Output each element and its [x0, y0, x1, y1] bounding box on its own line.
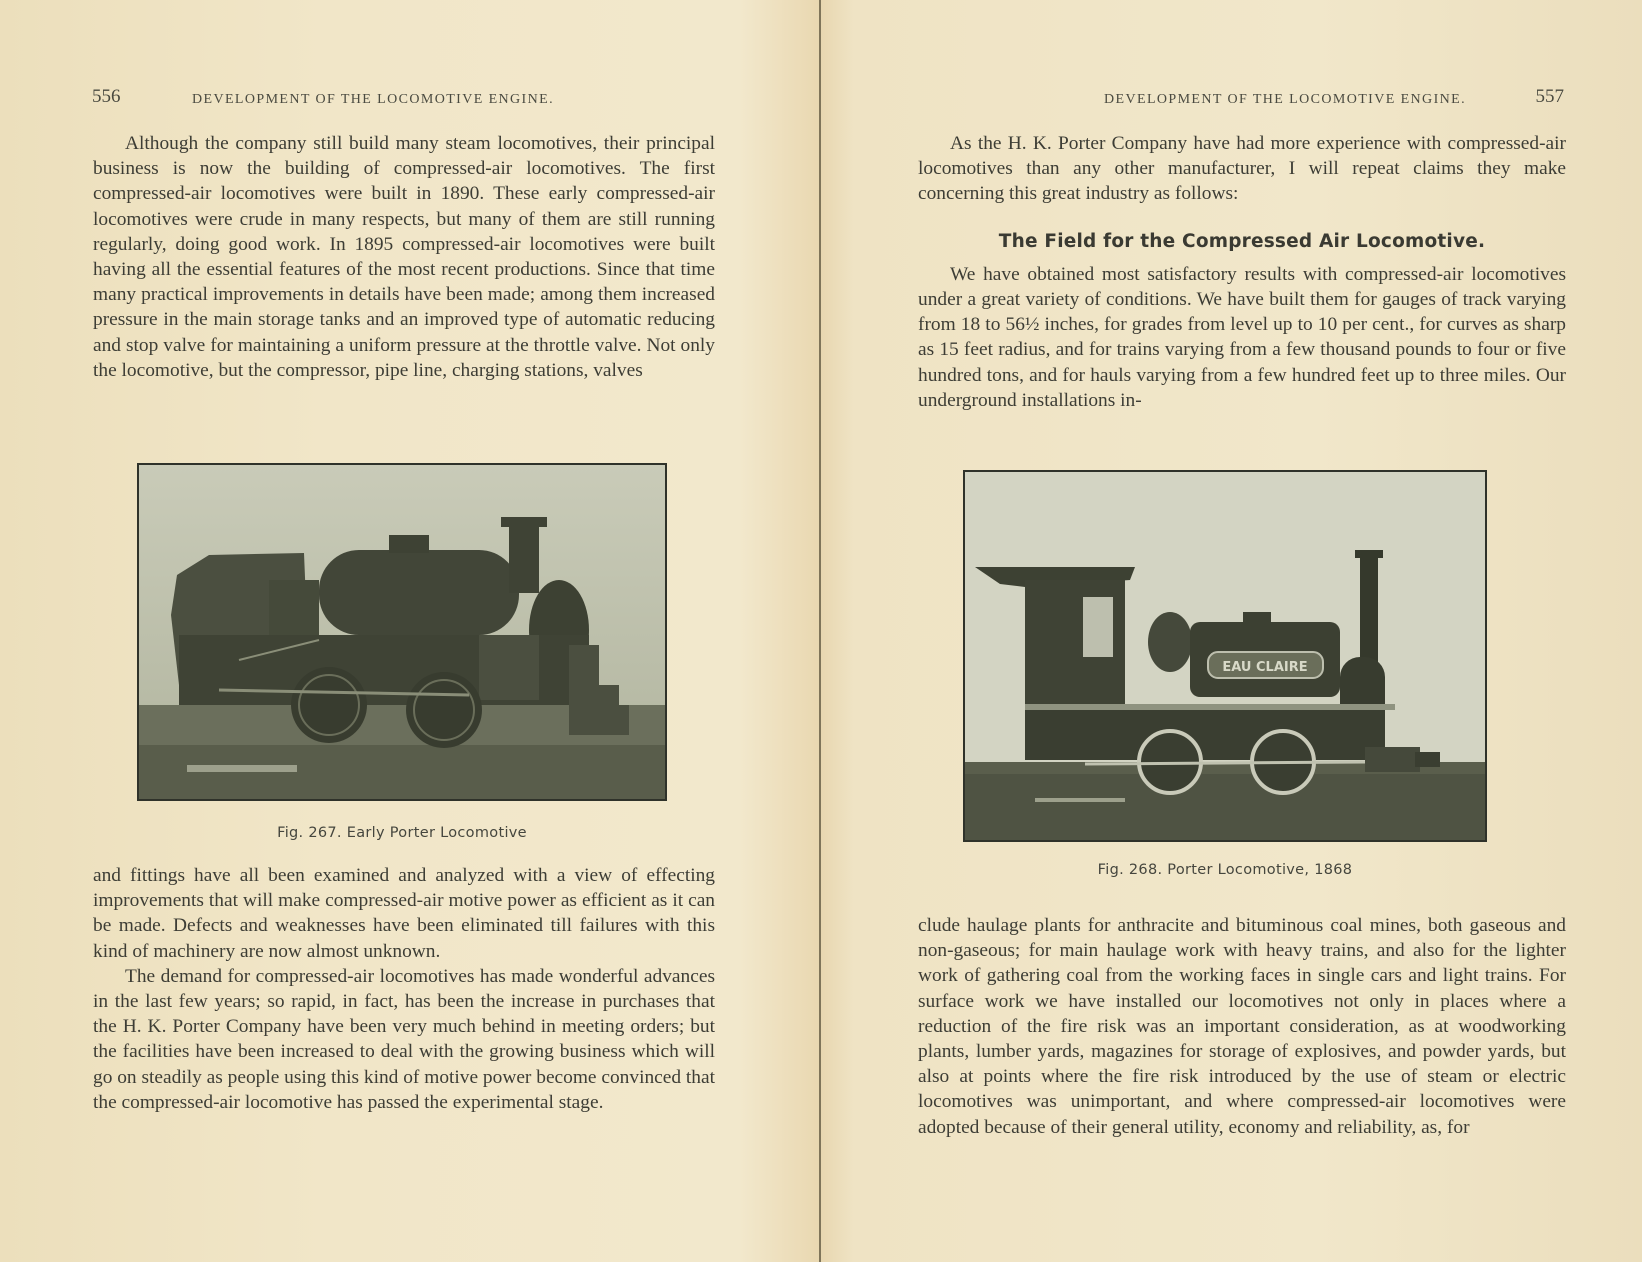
paragraph: We have obtained most satisfactory results with compressed-air locomotives under a great variety of conditions. We have built them for gauges of track varying from 18 to 56½ inches, for grades from level up to 10 per cent., for curves as sharp as 15 feet radius, and for trains varying from a few thousand pounds to four or five hundred tons, and for hauls varying from a few hundred feet up to three miles. Our underground installations in- — [918, 263, 1566, 411]
left-page — [0, 0, 818, 1262]
running-head-right — [918, 88, 1564, 116]
paragraph: clude haulage plants for anthracite and bituminous coal mines, both gaseous and non-gaseous; for main haulage work with heavy trains, and also for the lighter work of gathering coal from the working faces in single cars and light trains. For surface work we have installed our locomotives not only in places where a reduction of the fire risk was an important consideration, as at woodworking plants, lumber yards, magazines for storage of explosives, and powder yards, but also at points where the fire risk introduced by the use of steam or electric locomotives was unimportant, and where compressed-air locomotives were adopted because of their general utility, economy and reliability, as, for — [918, 915, 1566, 1138]
paragraph: and fittings have all been examined and analyzed with a view of effecting improvements that will make compressed-air motive power as efficient as it can be made. Defects and weaknesses have been eliminated till failures with this kind of machinery are now almost unknown. — [93, 865, 715, 962]
figure-caption: Fig. 268. Porter Locomotive, 1868 — [1097, 862, 1353, 878]
paragraph: The demand for compressed-air locomotives has made wonderful advances in the last few years; so rapid, in fact, has been the increase in purchases that the H. K. Porter Company have been very much behind in meeting orders; but the facilities have been increased to deal with the growing business which will go on steadily as people using this kind of motive power become convinced that the compressed-air locomotive has passed the experimental stage. — [93, 965, 715, 1113]
running-head-title: DEVELOPMENT OF THE LOCOMOTIVE ENGINE. — [192, 92, 554, 107]
page-number: 557 — [1535, 86, 1564, 107]
page-number: 556 — [92, 86, 121, 107]
right-page — [822, 0, 1642, 1262]
body-text-top — [93, 131, 715, 383]
body-text-top — [918, 131, 1566, 413]
book-gutter — [819, 0, 821, 1262]
figure-caption: Fig. 267. Early Porter Locomotive — [277, 825, 527, 841]
running-head-left — [92, 88, 716, 116]
body-text-bottom — [918, 913, 1566, 1140]
body-text-bottom — [93, 863, 715, 1115]
paragraph: Although the company still build many steam locomotives, their principal business is now the building of compressed-air locomotives. The first compressed-air locomotives were built in 1890. These early compressed-air locomotives were crude in many respects, but many of them are still running regularly, doing good work. In 1895 compressed-air locomotives were built having all the essential features of the most recent productions. Since that time many practical improvements in details have been made; among them increased pressure in the main storage tanks and an improved type of automatic reducing and stop valve for maintaining a uniform pressure at the throttle valve. Not only the locomotive, but the compressor, pipe line, charging stations, valves — [93, 133, 715, 381]
paragraph: As the H. K. Porter Company have had more experience with compressed-air locomotives than any other manufacturer, I will repeat claims they make concerning this great industry as follows: — [918, 133, 1566, 205]
locomotive-photo-icon — [139, 465, 665, 799]
svg-text:EAU CLAIRE: EAU CLAIRE — [1222, 660, 1308, 675]
locomotive-photo-icon — [965, 472, 1485, 840]
figure-photo-early-porter-locomotive — [137, 463, 667, 801]
figure-photo-porter-locomotive-1868 — [963, 470, 1487, 842]
section-heading: The Field for the Compressed Air Locomotive. — [998, 230, 1486, 252]
running-head-title: DEVELOPMENT OF THE LOCOMOTIVE ENGINE. — [1104, 92, 1466, 107]
